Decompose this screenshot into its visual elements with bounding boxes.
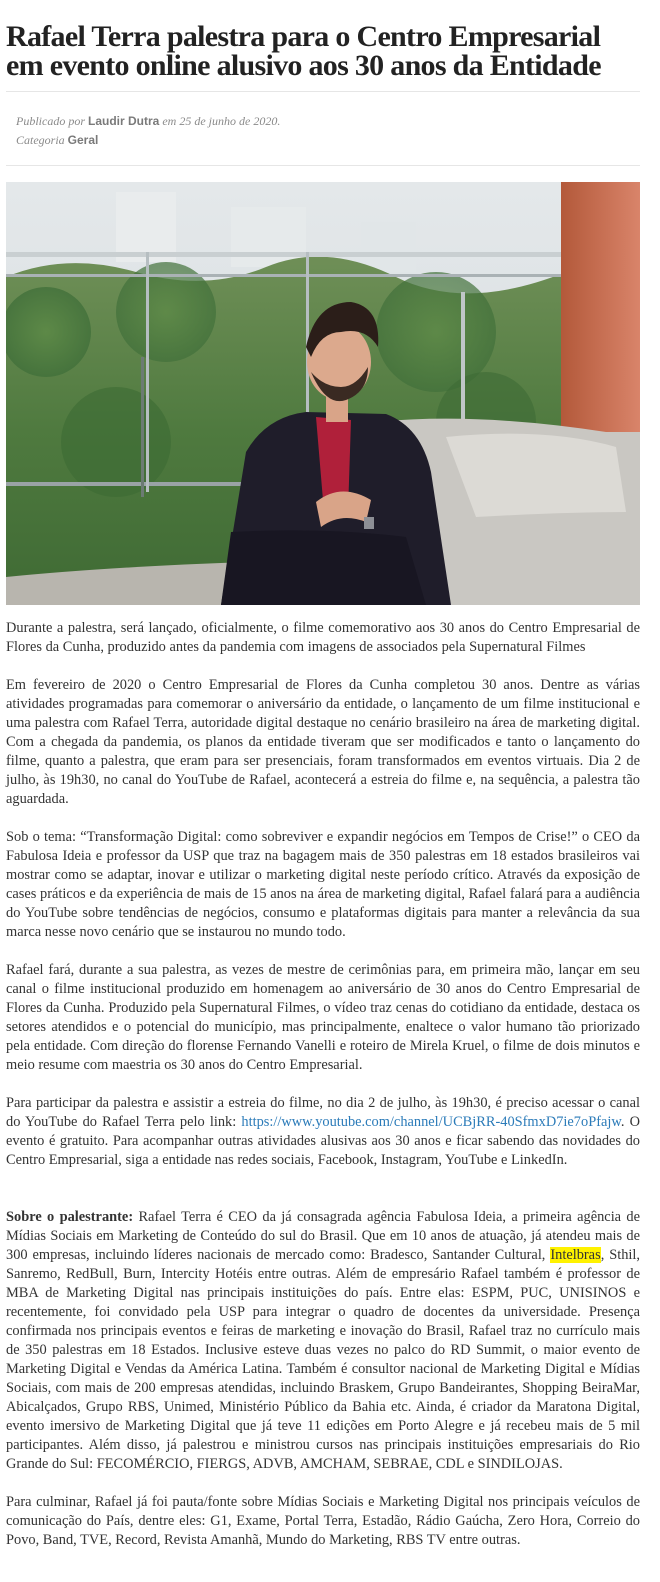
empty-line <box>6 1189 640 1208</box>
paragraph: Sob o tema: “Transformação Digital: como sobreviver e expandir negócios em Tempos de Crise!” o CEO da Fabulosa Ideia e professor da USP que traz na bagagem mais de 350 palestras em 18 estados brasileiros vai mostrar como se adaptar, inovar e utilizar o marketing digital neste período crítico. Através da exposição de cases práticos e da experiência de mais de 15 anos na área de marketing digital, Rafael falará para a audiência do YouTube sobre tendências de negócios, consumo e plataformas digitais para manter a relevância da sua marca nesse novo cenário que se instaurou no mundo todo. <box>6 829 640 940</box>
article-photo <box>6 182 640 605</box>
meta-divider <box>6 165 640 166</box>
article-body <box>6 619 640 1550</box>
article-title: Rafael Terra palestra para o Centro Empresarial em evento online alusivo aos 30 anos da Entidade <box>6 20 601 82</box>
paragraph-with-link: Para participar da palestra e assistir a estreia do filme, no dia 2 de julho, às 19h30, é preciso acessar o canal do YouTube do Rafael Terra pelo link: https://www.youtube.com/channel/UCBjRR-40SfmxD7ie7oPfajw. O evento é gratuito. Para acompanhar outras atividades alusivas aos 30 anos e ficar sabendo das novidades do Centro Empresarial, siga a entidade nas redes sociais, Facebook, Instagram, YouTube e LinkedIn. <box>6 1095 640 1168</box>
category-prefix: Categoria <box>16 133 65 147</box>
about-speaker-paragraph: Sobre o palestrante: Rafael Terra é CEO da já consagrada agência Fabulosa Ideia, a primeira agência de Mídias Sociais em Marketing de Conteúdo do sul do Brasil. Que em 10 anos de atuação, já atendeu mais de 300 empresas, incluindo líderes nacionais de mercado como: Bradesco, Santander Cultural, Intelbras, Sthil, Sanremo, RedBull, Burn, Intercity Hotéis entre outras. Além de empresário Rafael também é professor de MBA de Marketing Digital nas principais instituições do país. Entre elas: ESPM, PUC, UNISINOS e recentemente, foi convidado pela USP para integrar o quadro de docentes da universidade. Presença confirmada nos principais eventos e feiras de marketing e inovação do Brasil, Rafael traz no currículo mais de 350 palestras em 18 Estados. Inclusive esteve duas vezes no palco do RD Summit, o maior evento de Marketing Digital e Vendas da América Latina. Também é consultor nacional de Marketing Digital e Mídias Sociais, com mais de 200 empresas atendidas, incluindo Braskem, Grupo Bandeirantes, Shopping BeiraMar, Abicalçados, Grupo RBS, Unimed, Ministério Público da Bahia etc. Ainda, é criador da Maratona Digital, evento imersivo de Marketing Digital que já teve 11 edições em Porto Alegre e já recebeu mais de 5 mil participantes. Além disso, já palestrou e ministrou cursos nas principais instituições empresariais do Rio Grande do Sul: FECOMÉRCIO, FIERGS, ADVB, AMCHAM, SEBRAE, CDL e SINDILOJAS. <box>6 1209 640 1472</box>
paragraph: Para culminar, Rafael já foi pauta/fonte sobre Mídias Sociais e Marketing Digital nos principais veículos de comunicação do País, dentre eles: G1, Exame, Portal Terra, Estadão, Rádio Gaúcha, Zero Hora, Correio do Povo, Band, TVE, Record, Revista Amanhã, Mundo do Marketing, RBS TV entre outras. <box>6 1494 640 1548</box>
youtube-channel-link[interactable]: https://www.youtube.com/channel/UCBjRR-40SfmxD7ie7oPfajw <box>241 1114 621 1130</box>
about-speaker-label: Sobre o palestrante: <box>6 1209 134 1225</box>
category-link[interactable]: Geral <box>67 133 99 147</box>
paragraph: Em fevereiro de 2020 o Centro Empresarial de Flores da Cunha completou 30 anos. Dentre as várias atividades programadas para comemorar o aniversário da entidade, o lançamento de um filme institucional e uma palestra com Rafael Terra, autoridade digital destaque no cenário brasileiro na área de marketing digital. Com a chegada da pandemia, os planos da entidade tiveram que ser modificados e tanto o lançamento do filme, quanto a palestra, que eram para ser presenciais, foram transformados em eventos virtuais. Dia 2 de julho, às 19h30, no canal do YouTube de Rafael, acontecerá a estreia do filme e, na sequência, a palestra tão aguardada. <box>6 677 640 807</box>
author-link[interactable]: Laudir Dutra <box>88 114 160 128</box>
article-meta <box>6 92 640 152</box>
published-prefix: Publicado por <box>16 114 85 128</box>
article <box>6 0 640 1569</box>
highlighted-term: Intelbras <box>550 1247 601 1263</box>
publish-date: em 25 de junho de 2020. <box>162 114 281 128</box>
paragraph: Durante a palestra, será lançado, oficialmente, o filme comemorativo aos 30 anos do Centro Empresarial de Flores da Cunha, produzido antes da pandemia com imagens de associados pela Supernatural Filmes <box>6 620 640 655</box>
paragraph: Rafael fará, durante a sua palestra, as vezes de mestre de cerimônias para, em primeira mão, lançar em seu canal o filme institucional produzido em homenagem ao aniversário de 30 anos do Centro Empresarial de Flores da Cunha. Produzido pela Supernatural Filmes, o vídeo traz cenas do cotidiano da entidade, destaca os setores atendidos e o potencial do município, mas principalmente, enaltece o valor humano tão priorizado pela entidade. Com direção do florense Fernando Vanelli e roteiro de Mirela Kruel, o filme de dois minutos e meio resume com maestria os 30 anos do Centro Empresarial. <box>6 962 640 1073</box>
